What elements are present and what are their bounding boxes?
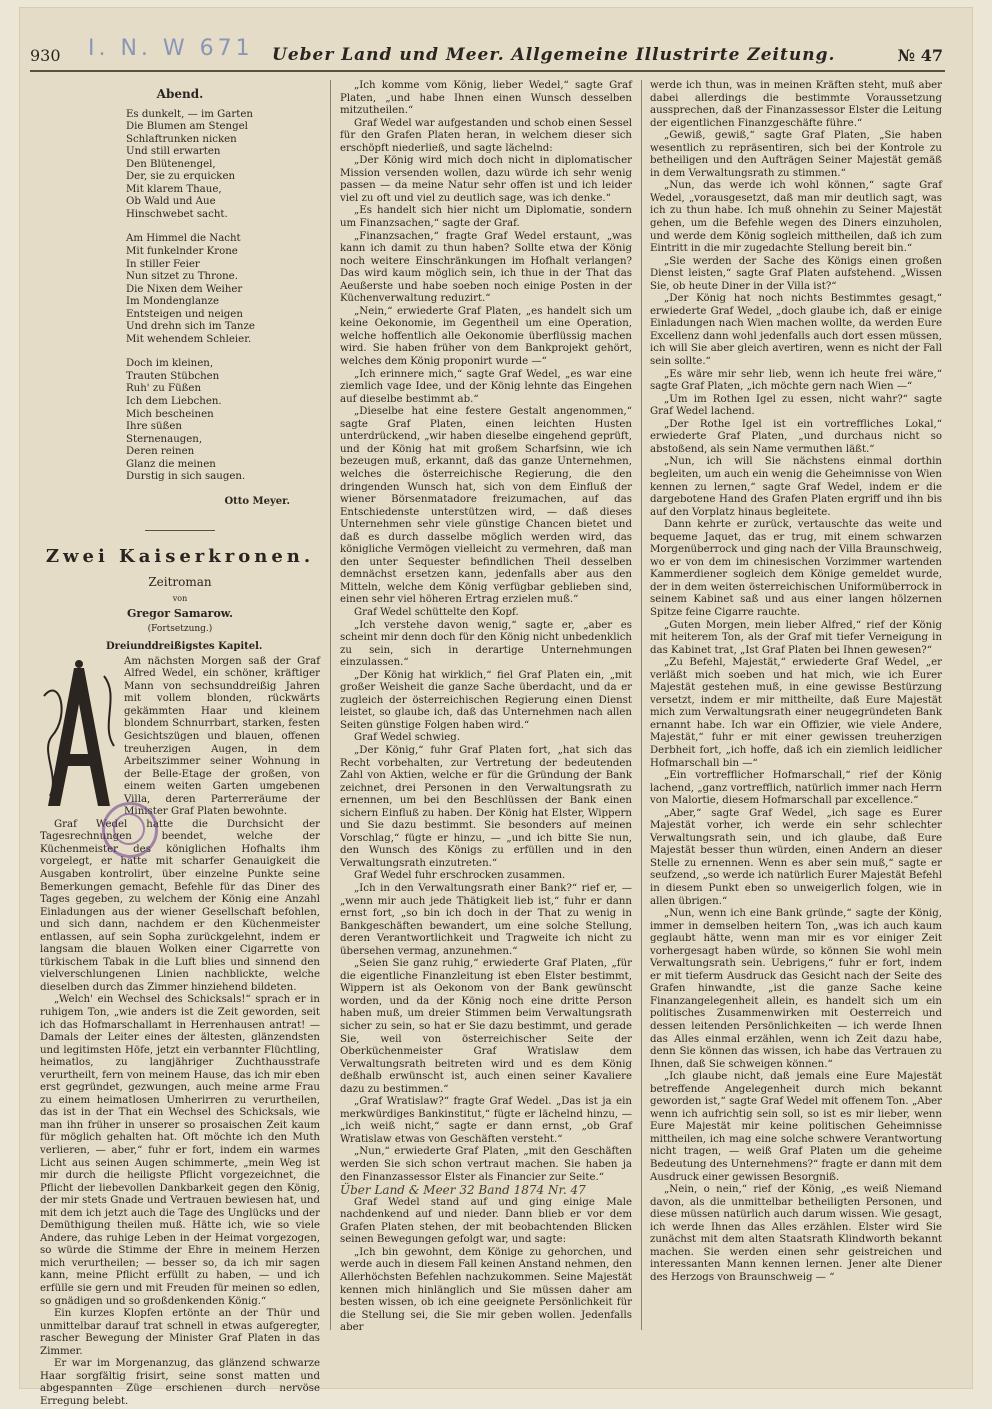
poem-line: Im Mondenglanze xyxy=(126,296,219,308)
paragraph: „Nun,“ erwiederte Graf Platen, „mit den Geschäften werden Sie sich schon vertraut machen. Sie haben ja den Finanzassessor Elster als Financier zur Seite.“ xyxy=(340,1146,632,1183)
column-rule xyxy=(330,80,331,1330)
paragraph: „Nein, o nein,“ rief der König, „es weiß Niemand davon, als die unmittelbar betheiligten Personen, und diese müssen natürlich auch darum wissen. Wie gesagt, ich werde Ihnen das Alles erzählen. Elster wird Sie zunächst mit dem alten Staatsrath Klindworth bekannt machen. Sie werden einen sehr geistreichen und interessanten Mann kennen lernen. Jener alte Diener des Herzogs von Braunschweig — “ xyxy=(650,1184,942,1283)
poem-line: Ob Wald und Aue xyxy=(126,196,216,208)
paragraph: „Ich verstehe davon wenig,“ sagte er, „aber es scheint mir denn doch für den König nicht unbedenklich zu sein, sich in derartige Unternehmungen einzulassen.“ xyxy=(340,619,632,669)
poem-line: Mit funkelnder Krone xyxy=(126,246,238,258)
story-subtitle: Zeitroman xyxy=(148,574,212,589)
paragraph: „Ich in den Verwaltungsrath einer Bank?“ rief er, — „wenn mir auch jede Thätigkeit lieb ist,“ fuhr er dann ernst fort, „so bin ich doch in der That zu wenig in Bankgeschäften bewandert, um eine solche Stellung, deren Verantwortlichkeit und Tragweite ich nicht zu übersehen vermag, anzunehmen.“ xyxy=(340,883,632,957)
poem-line: Ich dem Liebchen. xyxy=(126,396,222,408)
paragraph: „Guten Morgen, mein lieber Alfred,“ rief der König mit heiterem Ton, als der Graf mit tiefer Verneigung in das Kabinet trat, „Ist Graf Platen bei Ihnen gewesen?“ xyxy=(650,619,942,656)
paragraph: „Der Rothe Igel ist ein vortreffliches Lokal,“ erwiederte Graf Platen, „und durchaus nicht so abstoßend, als sein Name vermuthen läßt.“ xyxy=(650,418,942,455)
paragraph: „Nun, das werde ich wohl können,“ sagte Graf Wedel, „vorausgesetzt, daß man mir deutlich sagt, was ich zu thun habe. Ich muß ohnehin zu Seiner Majestät gehen, um die Befehle wegen des Diners einzuholen, und werde dem König sogleich mittheilen, daß ich zum Eintritt in die mir zugedachte Stellung bereit bin.“ xyxy=(650,180,942,255)
story-title: Zwei Kaiserkronen. xyxy=(45,546,315,568)
poem-line: Mit wehendem Schleier. xyxy=(126,333,252,345)
paragraph: „Dieselbe hat eine festere Gestalt angenommen,“ sagte Graf Platen, einen leichten Husten unterdrückend, „wir haben dieselbe eingehend geprüft, und der König hat mit großem Scharfsinn, wie ich bezeugen muß, erkannt, daß das ganze Unternehmen, welches die österreichische Regierung, die den dringenden Wunsch hat, sich von dem Einfluß der wiener Börsenmatadore freizumachen, auf das Entschiedenste unterstützen wird, — daß dieses Unternehmen sehr viele günstige Chancen bietet und daß es durch dasselbe möglich werden wird, das königliche Vermögen vielleicht zu vermehren, daß man den unter Sequester befindlichen Theil desselben demnächst ersetzen kann, jedenfalls aber aus den Mitteln, welche dem König verfügbar geblieben sind, einen sehr viel höheren Ertrag erzielen muß.“ xyxy=(340,406,632,606)
poem xyxy=(126,109,320,484)
decorative-initial-icon xyxy=(40,656,118,818)
masthead: Ueber Land und Meer. Allgemeine Illustrirte Zeitung. xyxy=(272,45,836,65)
paragraph: „Finanzsachen,“ fragte Graf Wedel erstaunt, „was kann ich damit zu thun haben? Sollte etwa der König noch weitere Einschränkungen im Hofhalt verlangen? Das wird kaum möglich sein, ich thue in der That das Aeußerste und habe soeben noch einige Posten in der Küchenverwaltung reduzirt.“ xyxy=(340,230,632,305)
paragraph: „Nein,“ erwiederte Graf Platen, „es handelt sich um keine Oekonomie, im Gegentheil um eine Operation, welche hoffentlich alle Oekonomie überflüssig machen wird. Sie haben früher von dem Bankprojekt gehört, welches dem König proponirt wurde —“ xyxy=(340,305,632,368)
handwritten-annotation: Über Land & Meer 32 Band 1874 Nr. 47 xyxy=(340,1183,586,1198)
poem-line: Den Blütenengel, xyxy=(126,158,216,170)
paragraph: „Der König hat noch nichts Bestimmtes gesagt,“ erwiederte Graf Wedel, „doch glaube ich, daß er einige Einladungen nach Wien machen wollte, da werden Eure Excellenz dann wohl jedenfalls auch dort essen müssen, ich will Sie aber gleich avertiren, wenn es nicht der Fall sein sollte.“ xyxy=(650,293,942,368)
library-seal-icon xyxy=(102,802,158,858)
column-rule xyxy=(641,80,642,1330)
paragraph: „Es handelt sich hier nicht um Diplomatie, sondern um Finanzsachen,“ sagte der Graf. xyxy=(340,205,632,230)
section-divider xyxy=(145,530,215,531)
paragraph: „Um im Rothen Igel zu essen, nicht wahr?“ sagte Graf Wedel lachend. xyxy=(650,393,942,418)
paragraph: „Ich komme vom König, lieber Wedel,“ sagte Graf Platen, „und habe Ihnen einen Wunsch desselben mitzutheilen.“ xyxy=(340,80,632,117)
poem-title: Abend. xyxy=(156,87,204,101)
paragraph: „Graf Wratislaw?“ fragte Graf Wedel. „Das ist ja ein merkwürdiges Bankinstitut,“ fügte er lächelnd hinzu, — „ich weiß nicht,“ sagte er dann ernst, „ob Graf Wratislaw etwas von Geschäften versteht.“ xyxy=(340,1096,632,1145)
poem-line: Entsteigen und neigen xyxy=(126,308,243,320)
poem-line: Am Himmel die Nacht xyxy=(126,233,241,245)
poem-line: Und drehn sich im Tanze xyxy=(126,321,255,333)
poem-line: Die Nixen dem Weiher xyxy=(126,283,243,295)
poem-line: Es dunkelt, — im Garten xyxy=(126,108,253,120)
page-number: 930 xyxy=(30,46,61,65)
column-2 xyxy=(340,80,632,1335)
paragraph: Am nächsten Morgen saß der Graf Alfred Wedel, ein schöner, kräftiger Mann von sechsunddreißig Jahren mit vollem blonden, rückwärts gekämmten Haar und kleinem blondem Schnurrbart, starken, festen Gesichtszügen und blauen, offenen treuherzigen Augen, in dem Arbeitszimmer seiner Wohnung in der Belle-Etage der großen, von einem weiten Garten umgebenen Villa, deren Parterreräume der Minister Graf Platen bewohnte. xyxy=(124,655,320,818)
paragraph: Graf Wedel hatte die Durchsicht der Tagesrechnungen beendet, welche der Küchenmeister des königlichen Hofhalts ihm vorgelegt, er hatte mit scharfer Genauigkeit die Ausgaben kontrolirt, über einzelne Punkte seine Bemerkungen gemacht, Befehle für das Diner des Tages gegeben, zu welchem der König eine Anzahl Einladungen aus der wiener Gesellschaft befohlen, und sich dann, nachdem er den Küchenmeister entlassen, auf sein Sopha zurückgelehnt, indem er langsam die blauen Wolken einer Cigarrette von türkischem Tabak in die Luft blies und sinnend den vielverschlungenen Linien nachblickte, welche dieselben durch das Zimmer hinziehend bildeten. xyxy=(40,818,320,993)
paragraph: „Ein vortrefflicher Hofmarschall,“ rief der König lachend, „ganz vortrefflich, natürlich immer nach Herrn von Malortie, diesem Hofmarschall par excellence.“ xyxy=(650,770,942,807)
poem-line: Ruh' zu Füßen xyxy=(126,383,202,395)
paragraph: „Nun, wenn ich eine Bank gründe,“ sagte der König, immer in demselben heitern Ton, „was ich auch kaum geglaubt hätte, wenn man mir es vor einiger Zeit vorhergesagt haben würde, so können Sie wohl mein Verwaltungsrath sein. Uebrigens,“ fuhr er fort, indem er mit tieferm Ausdruck das Gesicht nach der Seite des Grafen hinwandte, „ist die ganze Sache keine Finanzangelegenheit allein, es handelt sich um ein politisches Zusammenwirken mit Oesterreich und dessen leitenden Persönlichkeiten — ich werde Ihnen das Alles einmal erzählen, wenn ich Zeit dazu habe, denn Sie können das wissen, ich habe das Vertrauen zu Ihnen, daß Sie schweigen können.“ xyxy=(650,908,942,1070)
poem-line: In stiller Feier xyxy=(126,258,200,270)
paragraph: „Seien Sie ganz ruhig,“ erwiederte Graf Platen, „für die eigentliche Finanzleitung ist eben Elster bestimmt, Wippern ist als Oekonom von der Bank gewünscht worden, und da der König noch eine dritte Person haben muß, um dreier Stimmen beim Verwaltungsrath sicher zu sein, so hat er Sie dazu bestimmt, und gerade Sie, weil von österreichischer Seite der Oberküchenmeister Graf Wratislaw dem Verwaltungsrath beitreten wird und es dem König deßhalb erwünscht ist, auch einen seiner Kavaliere dazu zu bestimmen.“ xyxy=(340,958,632,1095)
page-header xyxy=(30,36,945,72)
paragraph: „Welch' ein Wechsel des Schicksals!“ sprach er in ruhigem Ton, „wie anders ist die Zeit geworden, seit ich das Hofmarschallamt in Herrenhausen antrat! — Damals der Leiter eines der ältesten, glänzendsten und legitimsten Höfe, jetzt ein verbannter Flüchtling, heimatlos, zu langjähriger Zuchthausstrafe verurtheilt, fern von meinem Hause, das ich mir eben erst gegründet, gezwungen, auch meine arme Frau zu einem heimatlosen Umherirren zu verurtheilen, das ist in der That ein Wechsel des Schicksals, wie man ihn früher in unserer so prosaischen Zeit kaum für möglich gehalten hat. Oft möchte ich den Muth verlieren, — aber,“ fuhr er fort, indem ein warmes Licht aus seinen Augen schimmerte, „mein Weg ist mir durch die heiligste Pflicht vorgezeichnet, die Pflicht der liebevollen Dankbarkeit gegen den König, der mir stets Gnade und Vertrauen bewiesen hat, und mit dem ich jetzt auch die Tage des Unglücks und der Demüthigung theilen muß. Hätte ich, wie so viele Andere, das ruhige Leben in der Heimat vorgezogen, so würde die Stimme der Ehre in meinem Herzen mich verurtheilen; — besser so, da ich mir sagen kann, meine Pflicht erfüllt zu haben, — und ich erfülle sie gern und mit Freuden für meinen so edlen, so gnädigen und so großdenkenden König.“ xyxy=(40,994,320,1307)
poem-stanza xyxy=(126,233,320,346)
poem-line: Der, sie zu erquicken xyxy=(126,171,236,183)
paragraph: „Es wäre mir sehr lieb, wenn ich heute frei wäre,“ sagte Graf Platen, „ich möchte gern nach Wien —“ xyxy=(650,368,942,393)
story-author: Gregor Samarow. xyxy=(126,607,233,621)
paragraph: „Der König wird mich doch nicht in diplomatischer Mission versenden wollen, dazu würde ich sehr wenig passen — da meine Natur sehr offen ist und ich leider viel zu oft und viel zu deutlich sage, was ich denke.“ xyxy=(340,155,632,204)
paragraph: „Der König,“ fuhr Graf Platen fort, „hat sich das Recht vorbehalten, zur Vertretung der bedeutenden Zahl von Aktien, welche er für die Gründung der Bank zeichnet, drei Personen in den Verwaltungsrath zu ernennen, um bei den Beschlüssen der Bank einen sichern Einfluß zu haben. Der König hat Elster, Wippern und Sie dazu bestimmt. Sie besonders auf meinen Vorschlag,“ fügte er hinzu, — „und ich bitte Sie nun, den Wunsch des Königs zu erfüllen und in den Verwaltungsrath einzutreten.“ xyxy=(340,744,632,869)
poem-line: Mit klarem Thaue, xyxy=(126,183,222,195)
paragraph: „Sie werden der Sache des Königs einen großen Dienst leisten,“ sagte Graf Platen aufstehend. „Wissen Sie, ob heute Diner in der Villa ist?“ xyxy=(650,255,942,292)
paragraph: werde ich thun, was in meinen Kräften steht, muß aber dabei allerdings die bestimmte Voraussetzung aussprechen, daß der Finanzassessor Elster die Leitung der eigentlichen Finanzgeschäfte führe.“ xyxy=(650,80,942,129)
paragraph: Graf Wedel war aufgestanden und schob einen Sessel für den Grafen Platen heran, in welchem dieser sich erschöpft niederließ, und sagte lächelnd: xyxy=(340,117,632,154)
paragraph: Er war im Morgenanzug, das glänzend schwarze Haar sorgfältig frisirt, seine sonst matten und abgespannten Züge erschienen durch nervöse Erregung belebt. xyxy=(40,1358,320,1407)
paragraph: Dann kehrte er zurück, vertauschte das weite und bequeme Jaquet, das er trug, mit einem schwarzen Morgenüberrock und ging nach der Villa Braunschweig, wo er von dem im chinesischen Vorzimmer wartenden Kammerdiener sogleich dem Könige gemeldet wurde, der in dem weiten österreichischen Uniformüberrock in seinem Kabinet saß und aus einer langen hölzernen Spitze feine Cigarre rauchte. xyxy=(650,519,942,618)
poem-line: Nun sitzet zu Throne. xyxy=(126,271,238,283)
paragraph: „Ich erinnere mich,“ sagte Graf Wedel, „es war eine ziemlich vage Idee, und der König lehnte das Eingehen auf dieselbe bestimmt ab.“ xyxy=(340,368,632,405)
paragraph: Ein kurzes Klopfen ertönte an der Thür und unmittelbar darauf trat schnell in etwas aufgeregter, rascher Bewegung der Minister Graf Platen in das Zimmer. xyxy=(40,1308,320,1357)
poem-line: Die Blumen am Stengel xyxy=(126,121,248,133)
poem-line: Mich bescheinen xyxy=(126,408,214,420)
poem-line: Doch im kleinen, xyxy=(126,358,214,370)
story-body xyxy=(40,656,320,1409)
catalog-stamp: I. N. W 671 xyxy=(88,36,254,61)
column-3 xyxy=(650,80,942,1285)
paragraph: Graf Wedel fuhr erschrocken zusammen. xyxy=(354,870,566,882)
poem-line: Sternenaugen, xyxy=(126,433,203,445)
column-1 xyxy=(40,80,320,1409)
poem-line: Hinschwebet sacht. xyxy=(126,208,228,220)
story-by: von xyxy=(172,593,188,603)
paragraph: Graf Wedel stand auf und ging einige Male nachdenkend auf und nieder. Dann blieb er vor dem Grafen Platen stehen, der mit beobachtenden Blicken seinen Bewegungen gefolgt war, und sagte: xyxy=(340,1196,632,1246)
poem-line: Schlaftrunken nicken xyxy=(126,133,237,145)
poem-stanza xyxy=(126,358,320,483)
paragraph: „Ich glaube nicht, daß jemals eine Eure Majestät betreffende Angelegenheit durch mich bekannt geworden ist,“ sagte Graf Wedel mit offenem Ton. „Aber wenn ich aufrichtig sein soll, so ist es mir lieber, wenn Eure Majestät mir keine politischen Geheimnisse mittheilen, ich mag eine solche schwere Verantwortung nicht tragen, — weiß Graf Platen um die geheime Bedeutung des Unternehmens?“ fragte er dann mit dem Ausdruck einer gewissen Besorgniß. xyxy=(650,1071,942,1183)
paragraph: „Nun, ich will Sie nächstens einmal dorthin begleiten, um auch ein wenig die Geheimnisse von Wien kennen zu lernen,“ sagte Graf Wedel, indem er die dargebotene Hand des Grafen Platen ergriff und ihn bis auf den Vorplatz hinaus begleitete. xyxy=(650,456,942,518)
poem-line: Durstig in sich saugen. xyxy=(126,471,246,483)
poem-line: Glanz die meinen xyxy=(126,458,216,470)
poem-line: Deren reinen xyxy=(126,446,195,458)
chapter-heading: Dreiunddreißigstes Kapitel. xyxy=(106,641,263,653)
paragraph: Graf Wedel schwieg. xyxy=(354,732,461,744)
story-continuation: (Fortsetzung.) xyxy=(147,623,213,634)
poem-stanza xyxy=(126,109,320,222)
paragraph: „Aber,“ sagte Graf Wedel, „ich sage es Eurer Majestät vorher, ich werde ein sehr schlechter Verwaltungsrath sein, und ich glaube, daß Eure Majestät besser thun würden, einen Andern an dieser Stelle zu ernennen. Wenn es aber sein muß,“ sagte er seufzend, „so werde ich natürlich Eurer Majestät Befehl in diesem Punkt eben so unweigerlich folgen, wie in allen übrigen.“ xyxy=(650,807,942,907)
paragraph: „Gewiß, gewiß,“ sagte Graf Platen, „Sie haben wesentlich zu repräsentiren, sich bei der Kontrole zu betheiligen und den Aufträgen Seiner Majestät gemäß in dem Verwaltungsrath zu stimmen.“ xyxy=(650,130,942,179)
poem-line: Trauten Stübchen xyxy=(126,370,220,382)
paragraph: „Zu Befehl, Majestät,“ erwiederte Graf Wedel, „er verläßt mich soeben und hat mich, wie ich Eurer Majestät gestehen muß, in eine gewisse Bestürzung versetzt, indem er mir mittheilte, daß Eure Majestät mich zum Verwaltungsrath einer neugegründeten Bank ernannt habe. Ich war ein Offizier, wie viele Andere, Majestät,“ fuhr er mit einer gewissen treuherzigen Derbheit fort, „ich hoffe, daß ich ein ziemlich leidlicher Hofmarschall bin —“ xyxy=(650,657,942,769)
paragraph: Graf Wedel schüttelte den Kopf. xyxy=(354,606,519,618)
issue-number: № 47 xyxy=(897,46,943,65)
poem-line: Und still erwarten xyxy=(126,146,221,158)
paragraph: „Ich bin gewohnt, dem Könige zu gehorchen, und werde auch in diesem Fall keinen Anstand nehmen, den Allerhöchsten Befehlen nachzukommen. Seine Majestät kennen mich hinlänglich und Sie müssen daher am besten wissen, ob ich eine geeignete Persönlichkeit für die Stellung sei, die Sie mir geben wollen. Jedenfalls aber xyxy=(340,1246,632,1334)
poem-line: Ihre süßen xyxy=(126,421,182,433)
paragraph: „Der König hat wirklich,“ fiel Graf Platen ein, „mit großer Weisheit die ganze Sache überdacht, und da er zugleich der österreichischen Regierung einen Dienst leistet, so glaube ich, daß das Unternehmen nach allen Seiten günstige Folgen haben wird.“ xyxy=(340,669,632,731)
poem-author: Otto Meyer. xyxy=(224,495,290,507)
